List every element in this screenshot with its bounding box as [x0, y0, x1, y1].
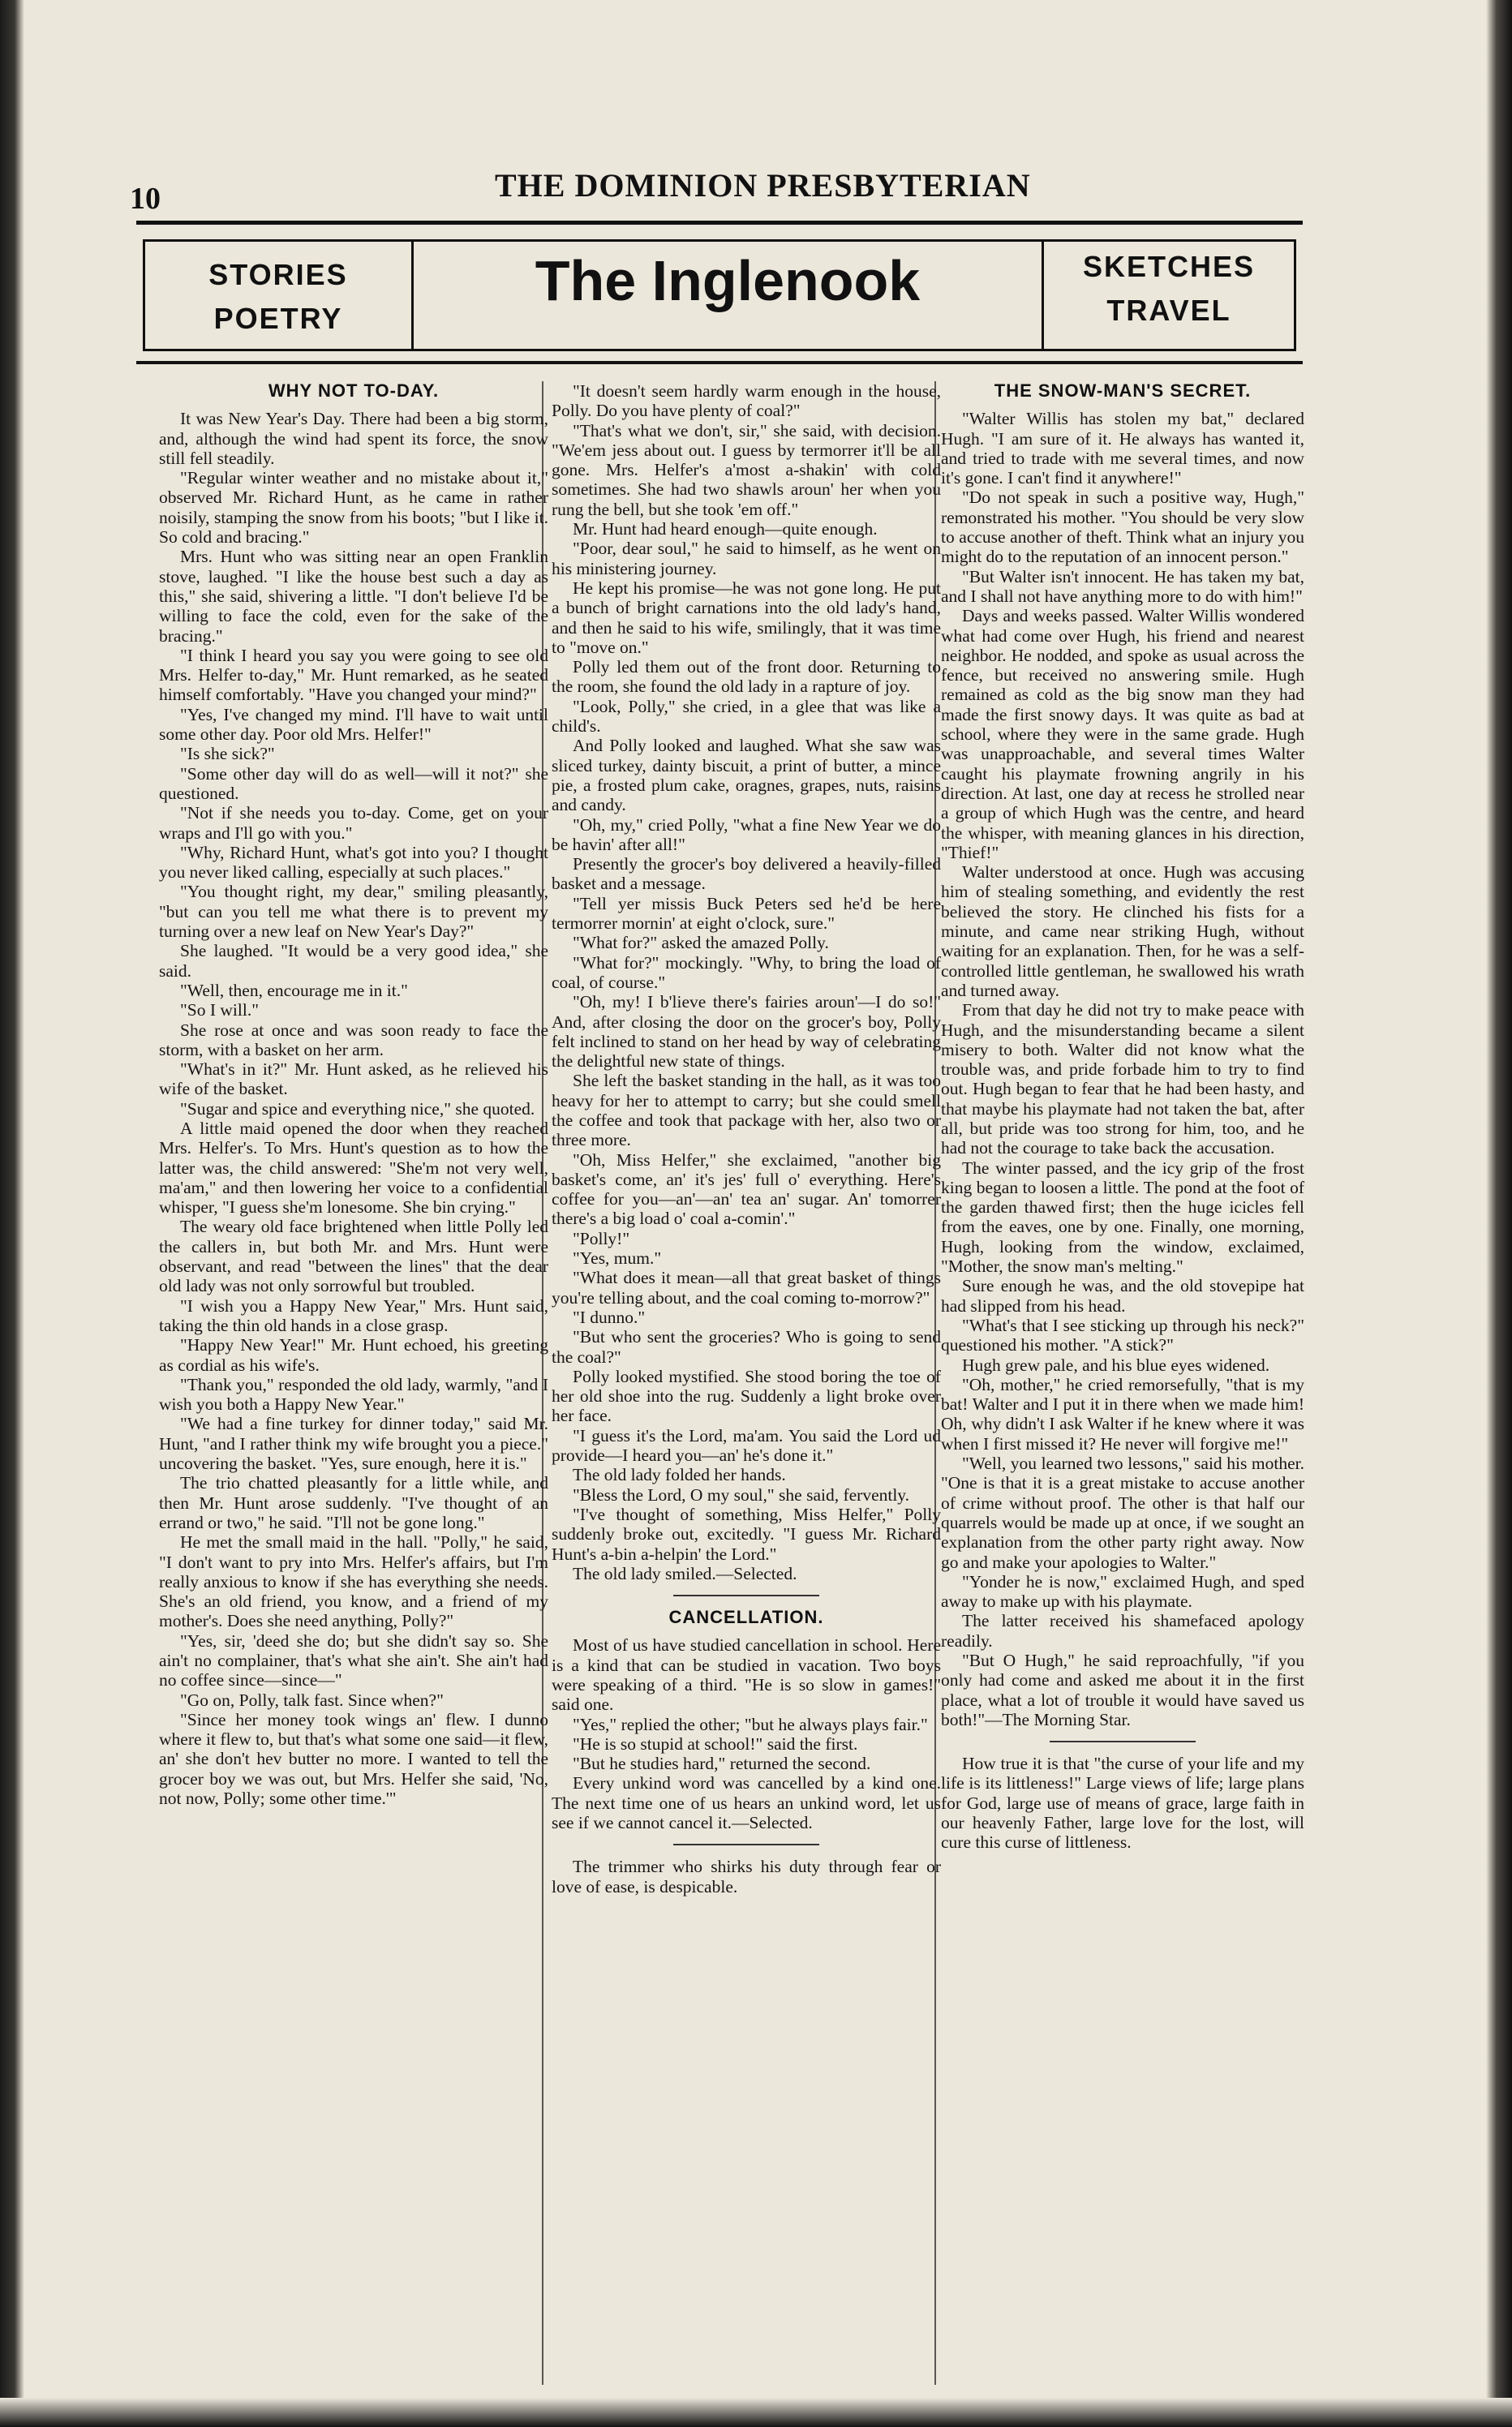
paragraph: "What's in it?" Mr. Hunt asked, as he relieved his wife of the basket. [159, 1059, 548, 1099]
section-masthead [136, 221, 1303, 364]
paragraph: "I guess it's the Lord, ma'am. You said the Lord ud provide—I heard you—an' he's done it." [552, 1425, 941, 1466]
paragraph: "What for?" mockingly. "Why, to bring the load of coal, of course." [552, 952, 941, 992]
article-title-why-not-today: WHY NOT TO-DAY. [268, 380, 440, 401]
paragraph: And Polly looked and laughed. What she saw was sliced turkey, dainty biscuit, a print of butter, a mince pie, a frosted plum cake, oragnes, grapes, nuts, raisins and candy. [552, 736, 941, 815]
paragraph: "Oh, mother," he cried remorsefully, "that is my bat! Walter and I put it in there when we made him! Oh, why didn't I ask Walter if he knew where it was when I first missed it? He never will forgive me!" [941, 1374, 1304, 1454]
paragraph: "What for?" asked the amazed Polly. [573, 933, 829, 953]
paragraph: "Well, you learned two lessons," said his mother. "One is that it is a great mistake to accuse another of crime without proof. The other is that half our quarrels would be made up at once, if we sought an explanation from the other party right away. Now go and make your apologies to Walter." [941, 1454, 1304, 1572]
paragraph: "He is so stupid at school!" said the first. [573, 1733, 858, 1754]
article-title-cancellation: CANCELLATION. [668, 1607, 824, 1628]
scan-edge-left [0, 0, 24, 2427]
paragraph: "Oh, my! I b'lieve there's fairies aroun'—I do so!" And, after closing the door on the grocer's boy, Polly felt inclined to stand on her head by way of celebrating the delightful new state of things. [552, 992, 941, 1072]
label-stories: STORIES [208, 258, 348, 291]
paragraph: "Walter Willis has stolen my bat," declared Hugh. "I am sure of it. He always has wanted it, and tried to trade with me several times, and now it's gone. I can't find it anywhere!" [941, 409, 1304, 488]
paragraph: "But he studies hard," returned the second. [573, 1754, 871, 1774]
paragraph: "Oh, Miss Helfer," she exclaimed, "another big basket's come, an' it's jes' full o' everything. Here's coffee for you—an'—an' tea an' sugar. An' tomorrer there's a big load o' coal a-comin'." [552, 1149, 941, 1229]
paragraph: Hugh grew pale, and his blue eyes widened. [962, 1355, 1270, 1375]
label-poetry: POETRY [213, 302, 343, 335]
paragraph: "Look, Polly," she cried, in a glee that was like a child's. [552, 696, 941, 737]
paragraph: "Oh, my," cried Polly, "what a fine New Year we do be havin' after all!" [552, 814, 941, 854]
paragraph: "Why, Richard Hunt, what's got into you? I thought you never liked calling, especially at such places." [159, 842, 548, 883]
paragraph: She laughed. "It would be a very good idea," she said. [159, 941, 548, 981]
paragraph: "It doesn't seem hardly warm enough in the house, Polly. Do you have plenty of coal?" [552, 381, 941, 421]
paragraph: "But who sent the groceries? Who is going to send the coal?" [552, 1327, 941, 1367]
paragraph: "Is she sick?" [180, 744, 275, 764]
paragraph: "Regular winter weather and no mistake about it," observed Mr. Richard Hunt, as he came in rather noisily, stamping the snow from his boots; "but I like it. So cold and bracing." [159, 468, 548, 548]
paragraph: "I wish you a Happy New Year," Mrs. Hunt said, taking the thin old hands in a close grasp. [159, 1295, 548, 1335]
masthead-left-box [145, 242, 414, 349]
paragraph: Days and weeks passed. Walter Willis wondered what had come over Hugh, his friend and nearest neighbor. He nodded, and spoke as usual across the fence, but received no answering smile. Hugh remained as cold as the big snow man they had made the first snowy days. It was quite as bad at school, where they were in the same grade. Hugh was unapproachable, and several times Walter caught his playmate frowning angrily in his direction. At last, one day at recess he strolled near a group of which Hugh was the centre, and heard the whisper, with meaning glances in his direction, "Thief!" [941, 606, 1304, 862]
article-body [552, 1635, 941, 1832]
paragraph: "I dunno." [573, 1307, 646, 1327]
scan-edge-right [1486, 0, 1512, 2427]
paragraph: "Not if she needs you to-day. Come, get on your wraps and I'll go with you." [159, 803, 548, 843]
column-1 [159, 381, 548, 1808]
journal-title: THE DOMINION PRESBYTERIAN [495, 167, 1031, 204]
column-3 [941, 381, 1304, 1853]
closing-paragraph: How true it is that "the curse of your life and my life is its littleness!" Large views of life; large plans for God, large use of means of grace, large faith in our heavenly Father, large love for the lost, will cure this curse of littleness. [941, 1754, 1304, 1853]
paragraph: "I think I heard you say you were going to see old Mrs. Helfer to-day," Mr. Hunt remarked, as he seated himself comfortably. "Have you changed your mind?" [159, 645, 548, 705]
article-divider [1050, 1741, 1196, 1742]
paragraph: "We had a fine turkey for dinner today," said Mr. Hunt, "and I rather think my wife brought you a piece." uncovering the basket. "Yes, sure enough, here it is." [159, 1414, 548, 1474]
paragraph: "That's what we don't, sir," she said, with decision. "We'em jess about out. I guess by termorrer it'll be all gone. Mrs. Helfer's a'most a-shakin' with cold sometimes. She had two shawls aroun' her when you rung the bell, but she took 'em off." [552, 420, 941, 519]
paragraph: "Well, then, encourage me in it." [180, 980, 408, 1000]
paragraph: "What does it mean—all that great basket of things you're telling about, and the coal coming to-morrow?" [552, 1268, 941, 1308]
paragraph: Mrs. Hunt who was sitting near an open Franklin stove, laughed. "I like the house best such a day as this," she said, shivering a little. "I don't believe I'd be willing to face the cold, even for the sake of the bracing." [159, 547, 548, 646]
paragraph: "Do not speak in such a positive way, Hugh," remonstrated his mother. "You should be very slow to accuse another of theft. Think what an injury you might do to the reputation of an innocent person." [941, 488, 1304, 567]
label-travel: TRAVEL [1106, 294, 1231, 327]
paragraph: Walter understood at once. Hugh was accusing him of stealing something, and evidently the rest believed the story. He clinched his fists for a minute, and came near striking Hugh, without waiting for an explanation. Then, for he was a self-controlled little gentleman, he swallowed his wrath and turned away. [941, 862, 1304, 1000]
paragraph: "Yes," replied the other; "but he always plays fair." [573, 1714, 928, 1734]
paragraph: From that day he did not try to make peace with Hugh, and the misunderstanding became a silent misery to both. Walter did not know what the trouble was, and pride forbade him to try to find out. Hugh began to fear that he had been hasty, and that maybe his playmate had not taken the bat, after all, but pride was too strong for him, too, and he had not the courage to take back the accusation. [941, 1000, 1304, 1158]
masthead-right-box [1042, 242, 1294, 349]
paragraph: Sure enough he was, and the old stovepipe hat had slipped from his head. [941, 1276, 1304, 1316]
paragraph: "Bless the Lord, O my soul," she said, fervently. [573, 1484, 910, 1505]
page-number: 10 [130, 182, 161, 216]
paragraph: "Yes, sir, 'deed she do; but she didn't say so. She ain't no complainer, that's what she ain't. She ain't had no coffee since—since—" [159, 1630, 548, 1690]
paragraph: "Since her money took wings an' flew. I dunno where it flew to, but that's what some one said—it flew, an' she don't hev butter no more. I wanted to tell the grocer boy we was out, but Mrs. Helfer she said, 'No, not now, Polly; some other time.'" [159, 1709, 548, 1809]
paragraph: "Yes, I've changed my mind. I'll have to wait until some other day. Poor old Mrs. Helfer!" [159, 704, 548, 745]
article-body [552, 381, 941, 1583]
paragraph: Every unkind word was cancelled by a kind one. The next time one of us hears an unkind word, let us see if we cannot cancel it.—Selected. [552, 1773, 941, 1833]
paragraph: "But O Hugh," he said reproachfully, "if you only had come and asked me about it in the first place, what a lot of trouble it would have saved us both!"—The Morning Star. [941, 1651, 1304, 1729]
article-body [941, 409, 1304, 1729]
paragraph: "Happy New Year!" Mr. Hunt echoed, his greeting as cordial as his wife's. [159, 1335, 548, 1375]
article-title-snow-mans-secret: THE SNOW-MAN'S SECRET. [994, 380, 1252, 401]
paragraph: "Sugar and spice and everything nice," she quoted. [180, 1098, 535, 1119]
scan-edge-bottom [0, 2398, 1512, 2427]
paragraph: She left the basket standing in the hall, as it was too heavy for her to attempt to carry; but she could smell the coffee and took that package with her, also two or three more. [552, 1071, 941, 1150]
section-title: The Inglenook [535, 249, 921, 312]
paragraph: "Go on, Polly, talk fast. Since when?" [180, 1690, 444, 1710]
column-2 [552, 381, 941, 1896]
article-divider [673, 1844, 819, 1845]
paragraph: "Poor, dear soul," he said to himself, as he went on his ministering journey. [552, 539, 941, 578]
paragraph: Most of us have studied cancellation in school. Here is a kind that can be studied in vacation. Two boys were speaking of a third. "He is so slow in games!" said one. [552, 1635, 941, 1715]
paragraph: It was New Year's Day. There had been a big storm, and, although the wind had spent its force, the snow still fell steadily. [159, 409, 548, 468]
paragraph: "Yes, mum." [573, 1248, 662, 1269]
paragraph: "What's that I see sticking up through his neck?" questioned his mother. "A stick?" [941, 1315, 1304, 1355]
closing-paragraph: The trimmer who shirks his duty through fear or love of ease, is despicable. [552, 1857, 941, 1896]
paragraph: Polly led them out of the front door. Returning to the room, she found the old lady in a rapture of joy. [552, 657, 941, 697]
paragraph: "Some other day will do as well—will it not?" she questioned. [159, 763, 548, 803]
paragraph: The latter received his shamefaced apology readily. [941, 1611, 1304, 1651]
paragraph: "Tell yer missis Buck Peters sed he'd be here termorrer mornin' at eight o'clock, sure." [552, 893, 941, 934]
paragraph: Polly looked mystified. She stood boring the toe of her old shoe into the rug. Suddenly a light broke over her face. [552, 1366, 941, 1426]
label-sketches: SKETCHES [1082, 250, 1256, 283]
paragraph: Mr. Hunt had heard enough—quite enough. [573, 519, 878, 539]
paragraph: The old lady smiled.—Selected. [573, 1563, 797, 1583]
paragraph: He met the small maid in the hall. "Polly," he said, "I don't want to pry into Mrs. Helfer's affairs, but I'm really anxious to know if she has everything she needs. She's an old friend, you know, and a friend of my mother's. Does she need anything, Polly?" [159, 1532, 548, 1631]
paragraph: "But Walter isn't innocent. He has taken my bat, and I shall not have anything more to do with him!" [941, 566, 1304, 606]
masthead-frame [143, 239, 1296, 351]
paragraph: "So I will." [180, 1000, 259, 1020]
paragraph: "Thank you," responded the old lady, warmly, "and I wish you both a Happy New Year." [159, 1374, 548, 1415]
running-head [130, 166, 1031, 216]
article-body [159, 409, 548, 1808]
paragraph: The winter passed, and the icy grip of the frost king began to loosen a little. The pond at the foot of the garden thawed first; then the huge icicles fell from the eaves, one by one. Finally, one morning, Hugh, looking from the window, exclaimed, "Mother, the snow man's melting." [941, 1158, 1304, 1277]
paragraph: "I've thought of something, Miss Helfer," Polly suddenly broke out, excitedly. "I guess Mr. Richard Hunt's a-bin a-helpin' the Lord." [552, 1504, 941, 1564]
paragraph: "You thought right, my dear," smiling pleasantly, "but can you tell me what there is to prevent my turning over a new leaf on New Year's Day?" [159, 882, 548, 942]
paragraph: "Yonder he is now," exclaimed Hugh, and sped away to make up with his playmate. [941, 1571, 1304, 1612]
paragraph: Presently the grocer's boy delivered a heavily-filled basket and a message. [552, 854, 941, 894]
paragraph: A little maid opened the door when they reached Mrs. Helfer's. To Mrs. Hunt's question as to how the latter was, the child answered: "She'm not very well, ma'am," and then lowering her voice to a confidential whisper, "I guess she'm lonesome. She bin crying." [159, 1118, 548, 1218]
paragraph: The weary old face brightened when little Polly led the callers in, but both Mr. and Mrs. Hunt were observant, and read "between the lines" that the dear old lady was not only sorrowful but troubled. [159, 1217, 548, 1296]
paragraph: The old lady folded her hands. [573, 1465, 786, 1485]
paragraph: "Polly!" [573, 1228, 630, 1248]
paragraph: The trio chatted pleasantly for a little while, and then Mr. Hunt arose suddenly. "I've thought of an errand or two," he said. "I'll not be gone long." [159, 1473, 548, 1532]
paragraph: He kept his promise—he was not gone long. He put a bunch of bright carnations into the old lady's hand, and then he said to his wife, smilingly, that it was time to "move on." [552, 578, 941, 657]
paragraph: She rose at once and was soon ready to face the storm, with a basket on her arm. [159, 1020, 548, 1059]
article-divider [673, 1595, 819, 1596]
